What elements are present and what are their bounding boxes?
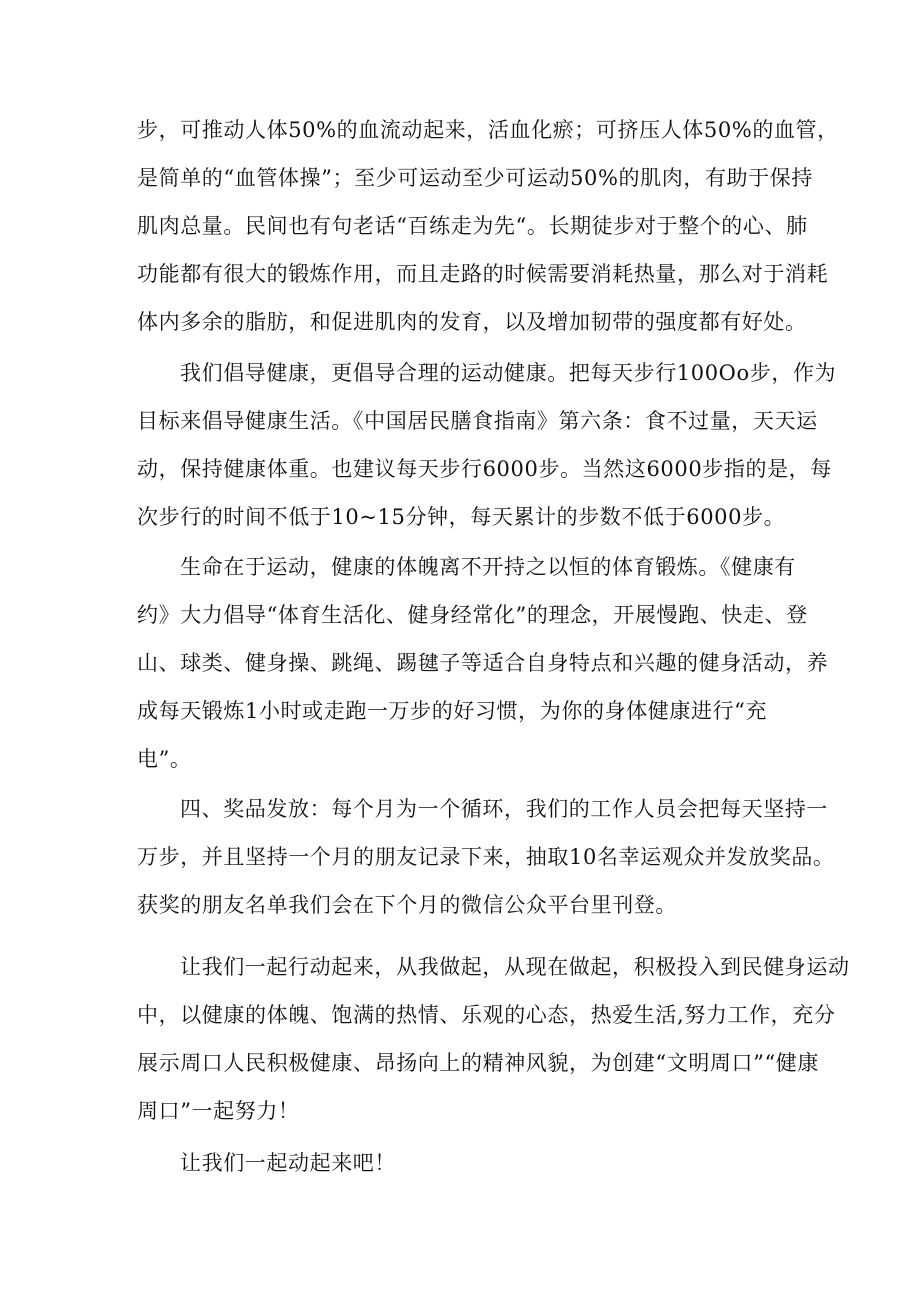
text-line-content: 中，以健康的体魄、饱满的热情、乐观的心态，热爱生活,努力工作，充分 xyxy=(137,1003,836,1027)
text-line-content: 生命在于运动，健康的体魄离不开持之以恒的体育锻炼。《健康有 xyxy=(180,555,796,579)
text-line xyxy=(0,785,920,833)
text-line-content: 周口”一起努力！ xyxy=(137,1099,300,1123)
text-line xyxy=(0,1087,920,1135)
text-line xyxy=(0,106,920,154)
text-line-content: 让我们一起动起来吧！ xyxy=(180,1151,396,1175)
text-line-content: 四、奖品发放：每个月为一个循环，我们的工作人员会把每天坚持一 xyxy=(180,797,828,821)
text-line-content: 动，保持健康体重。也建议每天步行6000步。当然这6000步指的是，每 xyxy=(137,457,832,481)
text-line xyxy=(0,349,920,397)
text-line-content: 展示周口人民积极健康、昂扬向上的精神风貌，为创建“文明周口”“健康 xyxy=(137,1051,820,1075)
text-line-content: 成每天锻炼1小时或走跑一万步的好习惯，为你的身体健康进行“充 xyxy=(137,699,768,723)
text-line-content: 步，可推动人体50%的血流动起来，活血化瘀；可挤压人体50%的血管， xyxy=(137,118,839,142)
text-line xyxy=(0,445,920,493)
text-line xyxy=(0,639,920,687)
text-line xyxy=(0,543,920,591)
text-line-content: 次步行的时间不低于10~15分钟，每天累计的步数不低于6000步。 xyxy=(137,505,786,529)
text-line-content: 获奖的朋友名单我们会在下个月的微信公众平台里刊登。 xyxy=(137,893,677,917)
text-line-content: 功能都有很大的锻炼作用，而且走路的时候需要消耗热量，那么对于消耗 xyxy=(137,262,829,286)
text-line xyxy=(0,591,920,639)
text-line-content: 电”。 xyxy=(137,747,192,771)
text-line xyxy=(0,833,920,881)
text-line-content: 让我们一起行动起来，从我做起，从现在做起，积极投入到民健身运动 xyxy=(180,955,850,979)
text-line xyxy=(0,493,920,541)
text-line xyxy=(0,943,920,991)
text-line-content: 目标来倡导健康生活。《中国居民膳食指南》第六条：食不过量，天天运 xyxy=(137,409,818,433)
text-line xyxy=(0,687,920,735)
text-line xyxy=(0,154,920,202)
text-line-content: 山、球类、健身操、跳绳、踢毽子等适合自身特点和兴趣的健身活动，养 xyxy=(137,651,829,675)
text-line xyxy=(0,881,920,929)
text-line-content: 是简单的“血管体操”；至少可运动至少可运动50%的肌肉，有助于保持 xyxy=(137,166,813,190)
text-line xyxy=(0,1139,920,1187)
text-line-content: 我们倡导健康，更倡导合理的运动健康。把每天步行100Oo步，作为 xyxy=(180,361,837,385)
text-line xyxy=(0,250,920,298)
text-line-content: 万步，并且坚持一个月的朋友记录下来，抽取10名幸运观众并发放奖品。 xyxy=(137,845,835,869)
text-line xyxy=(0,202,920,250)
text-line-content: 约》大力倡导“体育生活化、健身经常化”的理念，开展慢跑、快走、登 xyxy=(137,603,808,627)
text-line xyxy=(0,991,920,1039)
text-line xyxy=(0,298,920,346)
text-line xyxy=(0,1039,920,1087)
text-line xyxy=(0,397,920,445)
text-line-content: 肌肉总量。民间也有句老话“百练走为先“。长期徒步对于整个的心、肺 xyxy=(137,214,808,238)
text-line-content: 体内多余的脂肪，和促进肌肉的发育，以及增加韧带的强度都有好处。 xyxy=(137,310,807,334)
text-line xyxy=(0,735,920,783)
